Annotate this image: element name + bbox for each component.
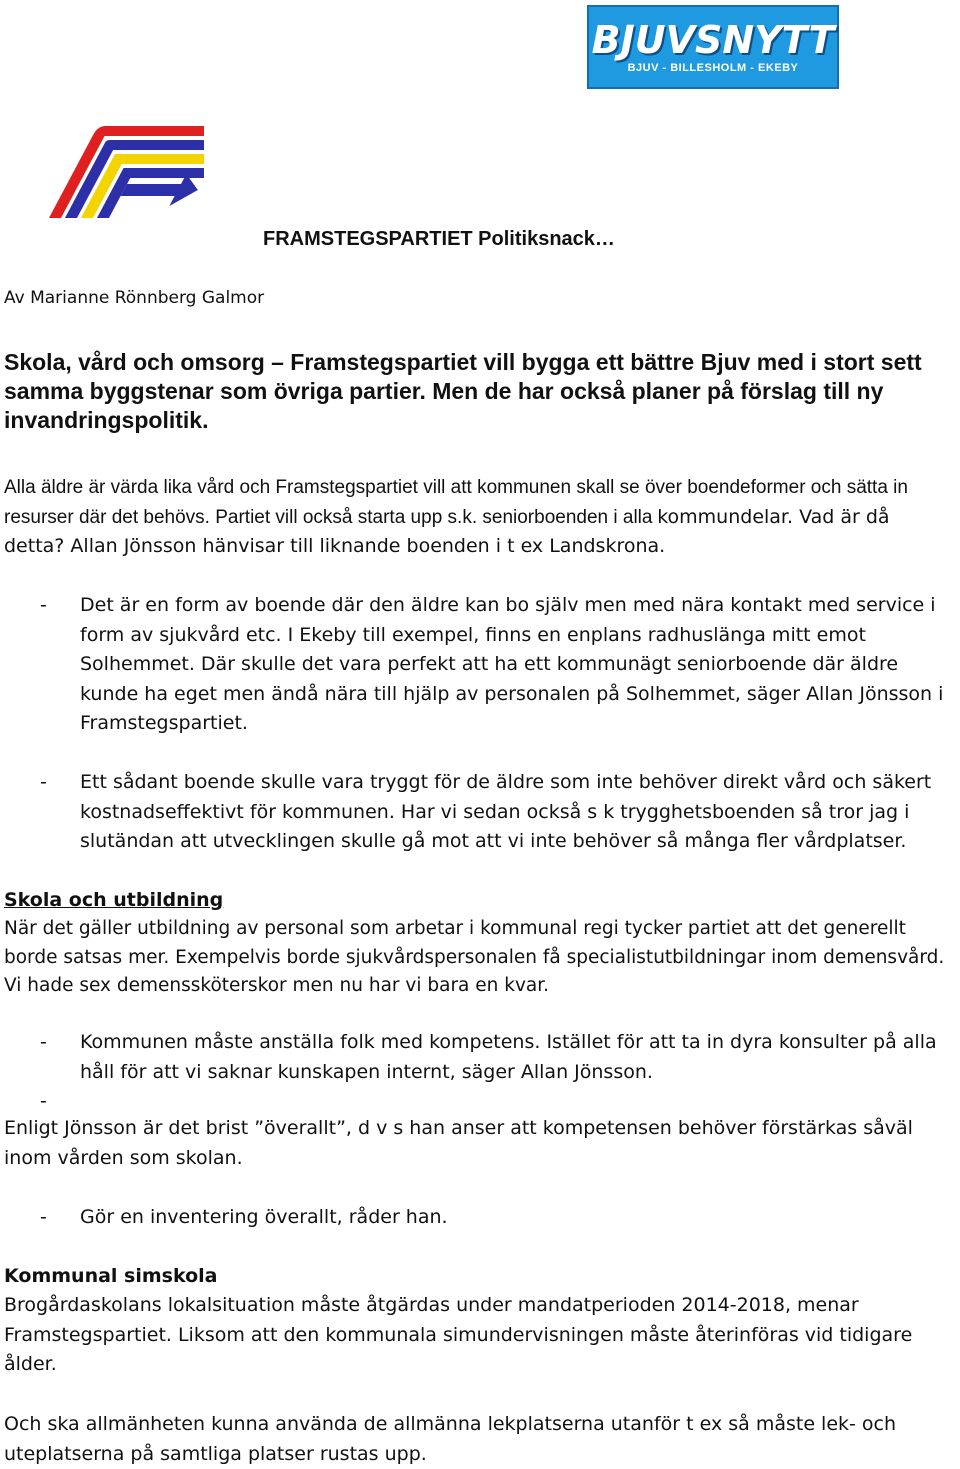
paragraph-playgrounds: Och ska allmänheten kunna använda de allmänna lekplatserna utanför t ex så måste lek- och uteplatserna på samtliga platser rustas upp. [4,1413,897,1465]
list-item-text: Det är en form av boende där den äldre kan bo själv men med nära kontakt med service i form av sjukvård etc. I Ekeby till exempel, finns en enplans radhuslänga mitt emot Solhemmet. Där skulle det vara perfekt att ha ett kommunägt seniorboende där äldre kunde ha eget men ändå nära till hjälp av personalen på Solhemmet, säger Allan Jönsson i Framstegspartiet. [80,594,944,734]
bullet-dash: - [40,1031,47,1053]
bullet-list-elderly [4,591,954,857]
paragraph-elderly-care-part2: kommundelar. Vad är då detta? Allan Jönsson hänvisar till liknande boenden i t ex Landskrona. [4,505,890,557]
heading-school: Skola och utbildning [4,889,224,911]
lead-paragraph: Skola, vård och omsorg – Framstegspartiet vill bygga ett bättre Bjuv med i stort sett samma byggstenar som övriga partier. Men de har också planer på förslag till ny invandringspolitik. [4,349,922,433]
list-item-text: Ett sådant boende skulle vara tryggt för de äldre som inte behöver direkt vård och säkert kostnadseffektivt för kommunen. Har vi sedan också s k trygghetsboenden så tror jag i slutändan att utvecklingen skulle gå mot att vi inte behöver så många fler vårdplatser. [80,771,932,852]
article-title: FRAMSTEGSPARTIET Politiksnack… [263,228,615,250]
list-item-text: Kommunen måste anställa folk med kompetens. Istället för att ta in dyra konsulter på alla håll för att vi saknar kunskapen internt, säger Allan Jönsson. [80,1031,937,1083]
bullet-dash: - [40,771,47,793]
list-item [4,591,954,739]
list-item [4,1203,954,1233]
list-item [4,1087,954,1117]
framstegspartiet-logo-icon [22,122,204,220]
byline: Av Marianne Rönnberg Galmor [4,288,265,308]
paragraph-elderly-care [4,473,954,562]
bjuvsnytt-logo-text: BJUVSNYTT [591,18,835,62]
bullet-list-competence [4,1028,954,1117]
bullet-dash: - [40,594,47,616]
list-item-text [80,1087,954,1117]
paragraph-school: När det gäller utbildning av personal som arbetar i kommunal regi tycker partiet att det generellt borde satsas mer. Exempelvis borde sjukvårdspersonalen få specialistutbildningar inom demensvård. Vi hade sex demenssköterskor men nu har vi bara en kvar. [4,918,945,996]
bullet-dash: - [40,1090,47,1112]
bjuvsnytt-logo-subtitle: BJUV - BILLESHOLM - EKEBY [627,62,799,74]
list-item-text: Gör en inventering överallt, råder han. [80,1206,448,1228]
paragraph-elderly-care-part1: Alla äldre är värda lika vård och Framstegspartiet vill att kommunen skall se över boendeformer och sätta in resurser där det behövs. Partiet vill också starta upp s.k. seniorboenden i alla [4,477,908,528]
list-item [4,1028,954,1087]
paragraph-swim-school: Brogårdaskolans lokalsituation måste åtgärdas under mandatperioden 2014-2018, menar Framstegspartiet. Liksom att den kommunala simundervisningen måste återinföras vid tidigare ålder. [4,1294,913,1375]
bullet-dash: - [40,1206,47,1228]
paragraph-jonsson: Enligt Jönsson är det brist ”överallt”, d v s han anser att kompetensen behöver förstärkas såväl inom vården som skolan. [4,1117,913,1169]
bjuvsnytt-logo [587,5,839,89]
list-item [4,768,954,857]
bullet-list-inventory [4,1203,954,1233]
heading-swim-school: Kommunal simskola [4,1265,218,1287]
